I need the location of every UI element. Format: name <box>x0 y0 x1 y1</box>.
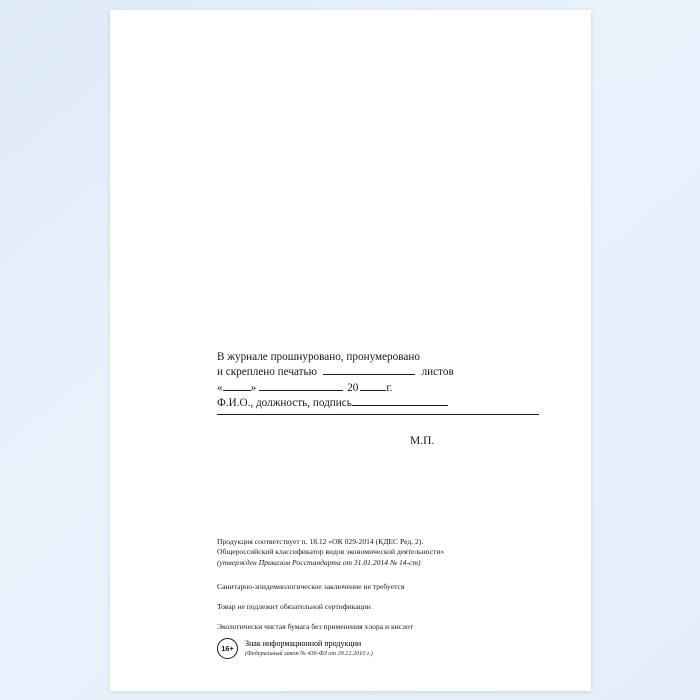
legal-block <box>217 537 557 643</box>
compliance-line-2: Общероссийский классификатор видов экономической деятельности» <box>217 547 445 557</box>
attestation-line-3 <box>217 381 547 396</box>
attestation-line-2-suffix: листов <box>421 366 454 379</box>
document-page <box>110 10 591 691</box>
attestation-line-4 <box>217 396 547 411</box>
date-quote-open: « <box>217 381 223 394</box>
attestation-line-2-prefix: и скреплено печатью <box>217 366 317 379</box>
info-mark-text <box>245 637 373 658</box>
compliance-line-3: (утвержден Приказом Росстандарта от 31.01.2014 № 14-ст) <box>217 557 421 567</box>
ecology-note: Экологически чистая бумага без применения хлора и кислот <box>217 622 413 632</box>
day-blank[interactable] <box>223 390 251 391</box>
attestation-line-1: В журнале прошнуровано, пронумеровано <box>217 351 420 363</box>
compliance-line-1: Продукция соответствует п. 18.12 «ОК 029-2014 (КДЕС Ред. 2). <box>217 537 424 546</box>
year-prefix: 20 <box>347 381 359 394</box>
signatory-blank[interactable] <box>352 405 448 406</box>
sanitary-note: Санитарно-эпидемиологическое заключение не требуется <box>217 581 405 591</box>
date-quote-close: » <box>250 381 257 394</box>
attestation-line-2 <box>217 365 547 380</box>
stamp-place-label: М.П. <box>410 435 435 447</box>
info-product-mark <box>217 637 373 659</box>
page-content <box>110 10 591 691</box>
attestation-block <box>217 350 547 411</box>
compliance-paragraph <box>217 537 557 568</box>
info-mark-title: Знак информационной продукции <box>245 639 362 648</box>
info-mark-law: (Федеральный закон № 436-ФЗ от 29.12.2010 г.) <box>245 650 373 657</box>
year-suffix: г. <box>386 381 393 394</box>
certification-note: Товар не подлежит обязательной сертификации <box>217 602 371 612</box>
age-rating-badge: 16+ <box>217 638 238 659</box>
signatory-label: Ф.И.О., должность, подпись <box>217 396 352 409</box>
year-blank[interactable] <box>360 390 386 391</box>
sheet-count-blank[interactable] <box>323 374 415 375</box>
signature-rule <box>217 414 539 415</box>
month-blank[interactable] <box>259 390 343 391</box>
